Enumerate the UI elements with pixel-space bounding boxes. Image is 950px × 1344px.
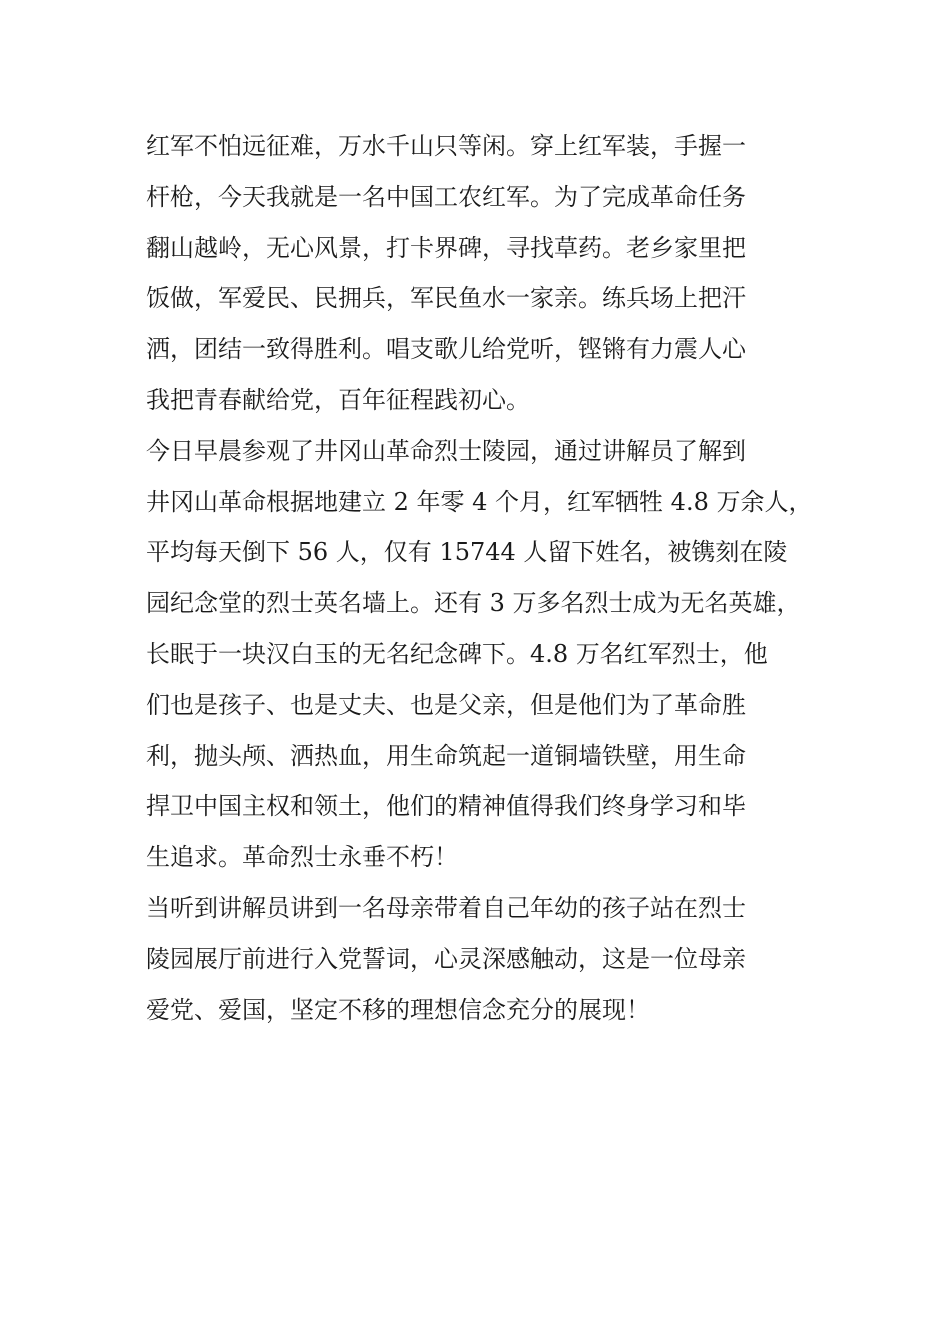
text-line: 长眠于一块汉白玉的无名纪念碑下。4.8 万名红军烈士，他	[146, 639, 768, 668]
text-line: 当听到讲解员讲到一名母亲带着自己年幼的孩子站在烈士	[146, 893, 746, 922]
text-line: 杆枪，今天我就是一名中国工农红军。为了完成革命任务	[146, 182, 746, 211]
text-line: 利，抛头颅、洒热血，用生命筑起一道铜墙铁壁，用生命	[146, 741, 746, 770]
text-line: 洒，团结一致得胜利。唱支歌儿给党听，铿锵有力震人心	[146, 335, 746, 364]
text-line: 红军不怕远征难，万水千山只等闲。穿上红军装，手握一	[146, 132, 746, 160]
text-line: 我把青春献给党，百年征程践初心。	[146, 385, 530, 414]
text-line: 们也是孩子、也是丈夫、也是父亲，但是他们为了革命胜	[146, 690, 746, 719]
paragraph-red-army-poem	[146, 121, 810, 426]
text-line: 陵园展厅前进行入党誓词，心灵深感触动，这是一位母亲	[146, 944, 746, 973]
text-line: 井冈山革命根据地建立 2 年零 4 个月，红军牺牲 4.8 万余人，	[146, 487, 813, 516]
text-line: 今日早晨参观了井冈山革命烈士陵园，通过讲解员了解到	[146, 436, 746, 465]
paragraph-mother-oath	[146, 883, 810, 1035]
text-line: 生追求。革命烈士永垂不朽！	[146, 843, 458, 872]
text-line: 捍卫中国主权和领土，他们的精神值得我们终身学习和毕	[146, 792, 746, 821]
document-body	[146, 121, 813, 1035]
text-line: 园纪念堂的烈士英名墙上。还有 3 万多名烈士成为无名英雄，	[146, 589, 801, 618]
text-line: 平均每天倒下 56 人，仅有 15744 人留下姓名，被镌刻在陵	[146, 538, 788, 567]
text-line: 翻山越岭，无心风景，打卡界碑，寻找草药。老乡家里把	[146, 233, 746, 262]
text-line: 饭做，军爱民、民拥兵，军民鱼水一家亲。练兵场上把汗	[146, 284, 746, 313]
paragraph-cemetery-visit	[146, 426, 813, 883]
text-line: 爱党、爱国，坚定不移的理想信念充分的展现！	[146, 995, 650, 1024]
